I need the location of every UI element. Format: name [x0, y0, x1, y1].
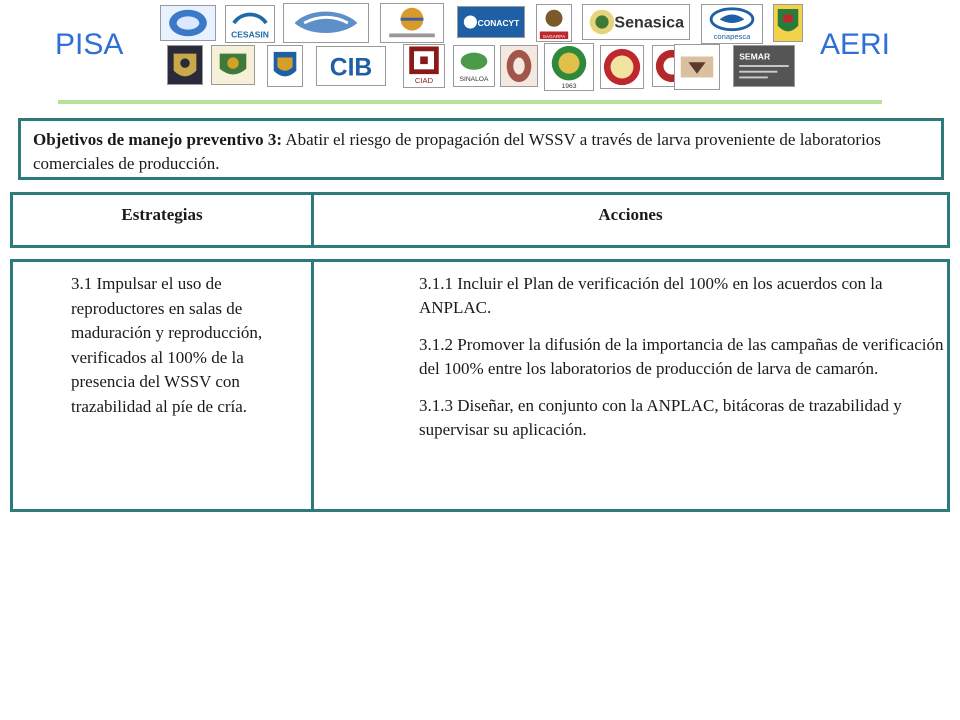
comite-nayarit-logo [283, 3, 369, 43]
actions-cell [419, 272, 944, 455]
svg-text:SEMAR: SEMAR [739, 51, 771, 62]
action-item: 3.1.2 Promover la difusión de la importancia de las campañas de verificación del 100% entre los laboratorios de producción de larva de camarón. [419, 335, 944, 378]
cib-logo [316, 46, 386, 86]
strategies-header: Estrategias [121, 205, 203, 224]
actions-header: Acciones [598, 205, 663, 224]
table-body-row [10, 259, 950, 512]
objective-label: Objetivos de manejo preventivo 3: [33, 130, 282, 149]
svg-text:CONACYT: CONACYT [477, 17, 520, 28]
red-seal-logo [600, 45, 644, 89]
coat-of-arms-logo [211, 45, 255, 85]
sinaloa-logo [453, 45, 495, 87]
objective-box [18, 118, 944, 180]
comite-baja-california-sur-logo [380, 3, 444, 43]
svg-text:CIB: CIB [329, 54, 373, 82]
senasica-logo [582, 4, 690, 40]
unam-logo [167, 45, 203, 85]
seal-blue-logo [160, 5, 216, 41]
svg-text:conapesca: conapesca [713, 32, 751, 42]
action-item: 3.1.1 Incluir el Plan de verificación del 100% en los acuerdos con la ANPLAC. [419, 274, 883, 317]
semar-logo [733, 45, 795, 87]
ciad-logo [403, 44, 445, 88]
pisa-label: PISA [55, 28, 124, 61]
header-divider [58, 100, 882, 104]
column-divider [311, 262, 314, 509]
svg-text:Senasica: Senasica [614, 13, 685, 32]
objective-text: Abatir el riesgo de propagación del WSSV a través de larva proveniente de laboratorios comerciales de producción. [33, 130, 881, 173]
ornate-emblem-logo [500, 45, 538, 87]
aeri-label: AERI [820, 28, 891, 61]
shield-logo [267, 45, 303, 87]
round-seal-logo [544, 43, 594, 91]
svg-text:1963: 1963 [561, 83, 577, 90]
svg-text:CESASIN: CESASIN [231, 29, 269, 40]
svg-text:SAGARPA: SAGARPA [542, 35, 566, 41]
sagarpa-logo [536, 4, 572, 42]
conapesca-logo [701, 4, 763, 44]
tab-network-logo [674, 44, 720, 90]
conacyt-logo [457, 6, 525, 38]
cesasin-logo [225, 5, 275, 43]
action-item: 3.1.3 Diseñar, en conjunto con la ANPLAC, bitácoras de trazabilidad y supervisar su aplicación. [419, 396, 902, 439]
table-header-row [10, 192, 950, 248]
state-shield-logo [773, 4, 803, 42]
strategy-cell: 3.1 Impulsar el uso de reproductores en salas de maduración y reproducción, verificados al 100% de la presencia del WSSV con trazabilidad al píe de cría. [71, 274, 263, 416]
svg-text:SINALOA: SINALOA [459, 76, 489, 84]
svg-text:CIAD: CIAD [414, 76, 434, 86]
